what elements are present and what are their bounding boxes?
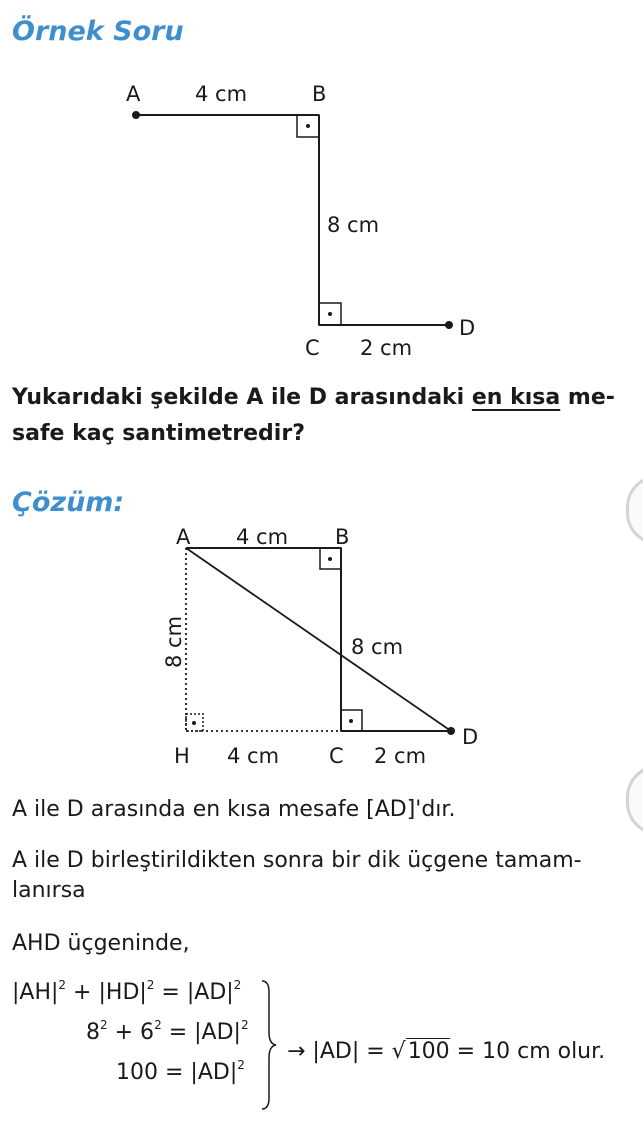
- label-cd: 2 cm: [360, 336, 413, 360]
- equation-result: → |AD| = √100 = 10 cm olur.: [287, 1039, 606, 1064]
- point-d: [447, 727, 455, 735]
- label-h: H: [174, 744, 190, 768]
- example-heading: Örnek Soru: [12, 16, 184, 47]
- label-ah: 8 cm: [162, 615, 186, 668]
- solution-para1: A ile D arasında en kısa mesafe [AD]'dır.: [12, 797, 456, 822]
- question-part2: me-: [560, 385, 615, 410]
- label-d: D: [462, 725, 479, 749]
- solution-para2-line2: lanırsa: [12, 878, 86, 903]
- equation-2: $8^2 + 6^2 = |AD|^2$: [86, 1018, 249, 1045]
- label-ab: 4 cm: [195, 82, 248, 106]
- label-hc: 4 cm: [227, 744, 280, 768]
- segment-ad: [186, 548, 451, 731]
- sqrt-radicand: 100: [407, 1039, 450, 1064]
- label-bc: 8 cm: [327, 213, 380, 237]
- solution-para2: [12, 846, 637, 906]
- label-cd: 2 cm: [374, 744, 427, 768]
- label-a: A: [176, 525, 191, 549]
- solution-para2-line1: A ile D birleştirildikten sonra bir dik üçgene tamam-: [12, 848, 582, 873]
- label-b: B: [335, 525, 350, 549]
- curly-brace: [258, 978, 282, 1112]
- label-d: D: [459, 316, 476, 340]
- solution-para3: AHD üçgeninde,: [12, 931, 190, 956]
- label-ab: 4 cm: [236, 525, 289, 549]
- label-c: C: [305, 336, 320, 360]
- question-part1: Yukarıdaki şekilde A ile D arasındaki: [12, 385, 472, 410]
- question-underlined: en kısa: [471, 385, 561, 410]
- label-b: B: [312, 82, 327, 106]
- label-bc: 8 cm: [351, 635, 404, 659]
- equation-1: $|AH|^2 + |HD|^2 = |AD|^2$: [12, 978, 242, 1005]
- label-c: C: [329, 744, 344, 768]
- equation-3: $100 = |AD|^2$: [116, 1058, 245, 1085]
- solution-heading: Çözüm:: [12, 487, 125, 518]
- label-a: A: [126, 82, 141, 106]
- question-line2: safe kaç santimetredir?: [12, 421, 305, 446]
